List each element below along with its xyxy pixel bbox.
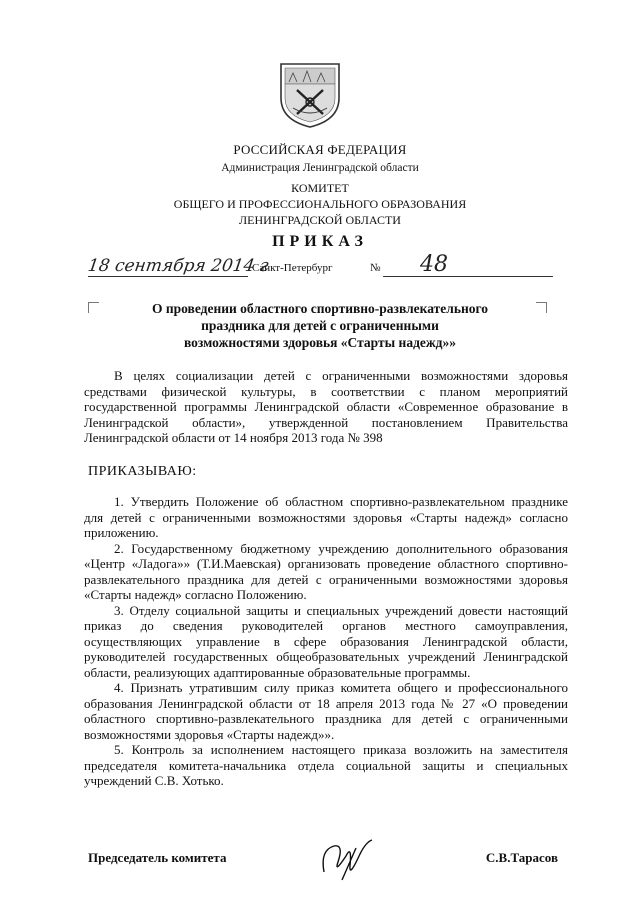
administration-name: Администрация Ленинградской области — [221, 162, 419, 174]
city-name: Санкт-Петербург — [252, 262, 333, 274]
document-type: ПРИКАЗ — [272, 233, 368, 250]
committee-line: ОБЩЕГО И ПРОФЕССИОНАЛЬНОГО ОБРАЗОВАНИЯ — [173, 197, 467, 211]
order-item: 5. Контроль за исполнением настоящего приказа возложить на заместителя председателя комитета-начальника отдела социальной защиты и специальных учреждений С.В. Хотько. — [84, 742, 568, 788]
country-name: РОССИЙСКАЯ ФЕДЕРАЦИЯ — [233, 142, 407, 157]
number-sign: № — [370, 262, 381, 274]
order-item: 4. Признать утратившим силу приказ комитета общего и профессионального образования Ленинградской области от 18 апреля 2013 года № 27 «О проведении областного спортивно-развлекательного праздника для детей с ограниченными возможностями здоровья «Старты надежд»». — [84, 680, 568, 742]
committee-line: ЛЕНИНГРАДСКОЙ ОБЛАСТИ — [239, 213, 401, 227]
handwritten-signature — [316, 836, 376, 882]
date-number-line — [86, 252, 558, 282]
order-items — [84, 494, 568, 789]
order-item: 3. Отделу социальной защиты и специальных учреждений довести настоящий приказ до сведения руководителей органов местного самоуправления, осуществляющих управление в сфере образования Ленинградской области, руководителей государственных общеобразовательных учреждений Ленинградской области, реализующих адаптированные образовательные программы. — [84, 602, 568, 680]
committee-name — [0, 180, 640, 228]
number-underline — [383, 276, 553, 277]
title-line: праздника для детей с ограниченными — [201, 318, 439, 333]
coat-of-arms-icon — [275, 60, 345, 130]
intro-paragraph — [84, 368, 568, 446]
document-title — [0, 300, 640, 351]
committee-line: КОМИТЕТ — [291, 181, 349, 195]
intro-text: В целях социализации детей с ограниченными возможностями здоровья средствами физической культуры, в соответствии с планом мероприятий государственной программы Ленинградской области «Современное образование в Ленинградской области», утвержденной постановлением Правительства Ленинградской области от 14 ноября 2013 года № 398 — [84, 368, 568, 445]
date-underline — [88, 276, 248, 277]
handwritten-number: 48 — [420, 252, 448, 277]
title-line: возможностями здоровья «Старты надежд»» — [183, 335, 457, 350]
decree-word: ПРИКАЗЫВАЮ: — [88, 464, 197, 479]
signer-name: С.В.Тарасов — [485, 850, 558, 865]
order-item: 2. Государственному бюджетному учреждению дополнительного образования «Центр «Ладога»» (Т.И.Маевская) организовать проведение областного спортивно-развлекательного праздника для детей с ограниченными возможностями здоровья «Старты надежд» согласно Положению. — [84, 540, 568, 602]
title-line: О проведении областного спортивно-развлекательного — [151, 301, 489, 316]
order-item: 1. Утвердить Положение об областном спортивно-развлекательном празднике для детей с ограниченными возможностями здоровья «Старты надежд» согласно приложению. — [84, 494, 568, 540]
signature-row — [88, 848, 558, 888]
signer-position: Председатель комитета — [88, 850, 227, 865]
handwritten-date: 18 сентября 2014 г — [86, 256, 270, 276]
